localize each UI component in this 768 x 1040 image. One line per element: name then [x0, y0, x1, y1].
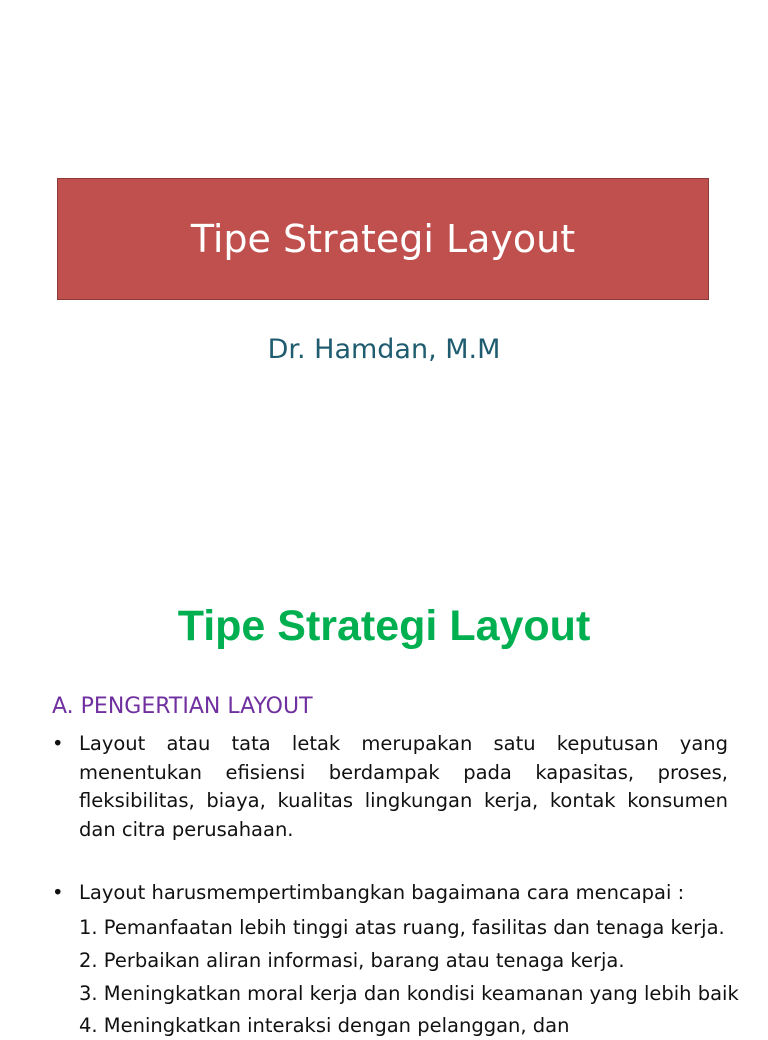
bullet-item: [52, 730, 728, 844]
title-banner: [57, 178, 709, 300]
content-slide-title: Tipe Strategi Layout: [177, 602, 591, 650]
slide-subtitle-author: Dr. Hamdan, M.M: [267, 334, 501, 365]
bullet-icon: •: [52, 732, 64, 755]
section-heading: A. PENGERTIAN LAYOUT: [52, 694, 313, 719]
bullet-text: Layout harusmempertimbangkan bagaimana cara mencapai :: [79, 881, 685, 904]
numbered-list-item: 3. Meningkatkan moral kerja dan kondisi keamanan yang lebih baik: [79, 982, 739, 1005]
numbered-list-item: 1. Pemanfaatan lebih tinggi atas ruang, fasilitas dan tenaga kerja.: [79, 916, 725, 939]
numbered-list-item: 4. Meningkatkan interaksi dengan pelanggan, dan: [79, 1014, 570, 1037]
numbered-list-item: 2. Perbaikan aliran informasi, barang atau tenaga kerja.: [79, 949, 625, 972]
bullet-text: Layout atau tata letak merupakan satu keputusan yang menentukan efisiensi berdampak pada kapasitas, proses, fleksibilitas, biaya, kualitas lingkungan kerja, kontak konsumen dan citra perusahaan.: [79, 732, 728, 841]
bullet-item: [52, 879, 728, 908]
bullet-icon: •: [52, 881, 64, 904]
content-slide: [0, 560, 768, 1037]
slide-title: Tipe Strategi Layout: [190, 217, 576, 261]
